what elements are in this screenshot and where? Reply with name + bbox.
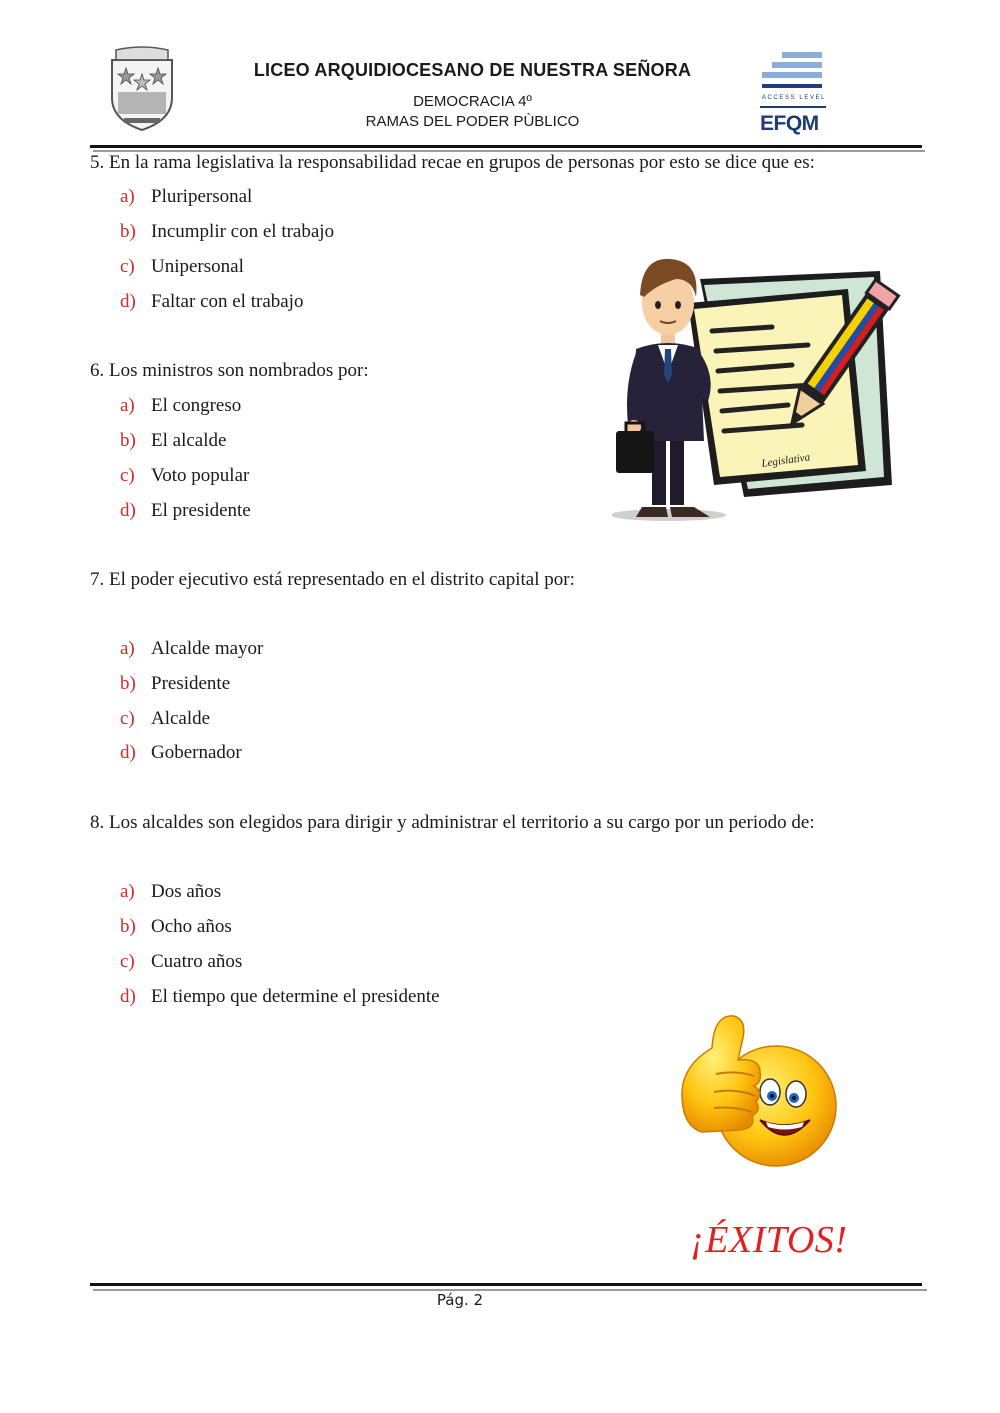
option-letter: a) [120,186,135,207]
option-6c [120,465,249,487]
option-text: El congreso [151,395,242,416]
option-text: Alcalde [151,708,211,729]
efqm-bar [762,84,822,88]
option-letter: a) [120,881,135,902]
option-text: Incumplir con el trabajo [151,221,335,242]
option-5b [120,221,334,243]
page-number: Pág. 2 [436,1291,484,1309]
option-8c [120,951,242,973]
option-text: Presidente [151,673,231,694]
efqm-word: EFQM [760,112,819,135]
option-letter: d) [120,291,136,312]
topic-line: RAMAS DEL PODER PÙBLICO [365,113,580,130]
option-letter: a) [120,395,135,416]
legislator-illustration [612,245,902,527]
option-text: Unipersonal [151,256,244,277]
option-7b [120,673,230,695]
efqm-logo [758,52,830,136]
option-7c [120,708,210,730]
option-8d [120,986,440,1008]
option-8b [120,916,232,938]
option-text: Gobernador [151,742,242,763]
option-5c [120,256,244,278]
question-8: 8. Los alcaldes son elegidos para dirigir y administrar el territorio a su cargo por un periodo de: [90,812,815,833]
option-text: Ocho años [151,916,232,937]
question-5: 5. En la rama legislativa la responsabilidad recae en grupos de personas por esto se dice que es: [90,152,815,173]
option-text: Faltar con el trabajo [151,291,304,312]
option-text: Cuatro años [151,951,243,972]
option-letter: c) [120,256,135,277]
option-letter: b) [120,916,136,937]
option-7a [120,638,263,660]
subject-line: DEMOCRACIA 4º [413,93,532,110]
option-6d [120,500,251,522]
option-text: Pluripersonal [151,186,253,207]
document-label: Legislativa [760,451,811,470]
option-5a [120,186,252,208]
option-text: El presidente [151,500,251,521]
option-text: Voto popular [151,465,250,486]
option-text: El alcalde [151,430,227,451]
option-letter: b) [120,430,136,451]
option-letter: d) [120,742,136,763]
question-6: 6. Los ministros son nombrados por: [90,360,369,381]
option-letter: d) [120,500,136,521]
option-text: Dos años [151,881,222,902]
efqm-divider [760,106,826,108]
option-letter: d) [120,986,136,1007]
success-message: ¡ÉXITOS! [690,1219,848,1261]
option-letter: a) [120,638,135,659]
efqm-bar [762,72,822,78]
option-text: Alcalde mayor [151,638,264,659]
footer-rule [90,1283,922,1286]
header-rule [90,145,922,148]
option-letter: b) [120,221,136,242]
thumbs-up-smiley-icon [676,1008,844,1176]
option-text: El tiempo que determine el presidente [151,986,440,1007]
question-7: 7. El poder ejecutivo está representado en el distrito capital por: [90,569,575,590]
option-6a [120,395,241,417]
option-5d [120,291,303,313]
school-crest-logo [106,46,178,132]
efqm-bar [782,52,822,58]
efqm-bar [772,62,822,68]
option-letter: c) [120,708,135,729]
page-header [0,0,1000,150]
option-8a [120,881,221,903]
option-letter: c) [120,465,135,486]
school-title: LICEO ARQUIDIOCESANO DE NUESTRA SEÑORA [253,60,692,80]
option-letter: c) [120,951,135,972]
option-letter: b) [120,673,136,694]
efqm-small-text: ACCESS LEVEL [761,95,827,101]
option-6b [120,430,226,452]
option-7d [120,742,242,764]
